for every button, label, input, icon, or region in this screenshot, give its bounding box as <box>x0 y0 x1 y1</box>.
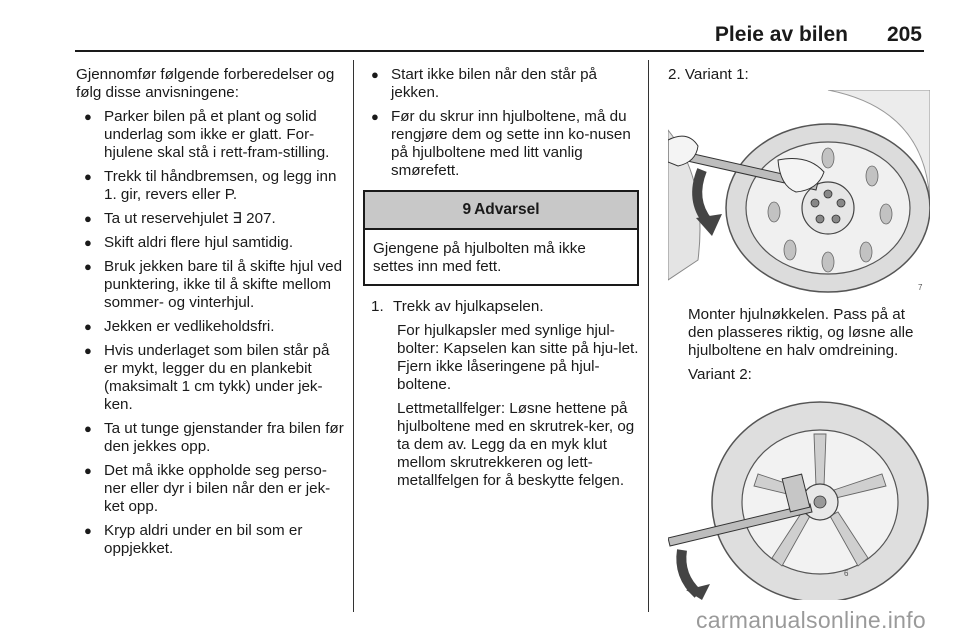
column-left <box>76 66 344 564</box>
list-item: ● Før du skrur inn hjulboltene, må du rengjøre dem og sette inn ko-nusen på hjulboltene med litt vanlig smørefett. <box>371 108 631 179</box>
warning-box <box>363 190 639 286</box>
column-divider-2 <box>648 60 649 612</box>
page-number: 205 <box>886 23 922 46</box>
step-paragraph: Lettmetallfelger: Løsne hettene på hjulboltene med en skrutrek-ker, og ta dem av. Legg da en myk klut mellom skrutrekkeren og lett-metallfelgen for å beskytte felgen. <box>397 400 635 489</box>
list-item <box>76 210 344 228</box>
bullet-icon: ● <box>371 109 379 124</box>
bullet-icon: ● <box>84 319 92 334</box>
bullet-icon: ● <box>84 343 92 358</box>
bullet-icon: ● <box>84 211 92 226</box>
variant-2-label: Variant 2: <box>688 366 752 383</box>
intro-text: Gjennomfør følgende forberedelser og følg disse anvisningene: <box>76 66 335 101</box>
wheel-wrench-figure-variant-2 <box>668 390 930 600</box>
step-1 <box>363 298 639 490</box>
bullet-icon: ● <box>84 523 92 538</box>
bullet-icon: ● <box>84 259 92 274</box>
step-title: Trekk av hjulkapselen. <box>393 298 544 315</box>
list-item: ● Trekk til håndbremsen, og legg inn 1. gir, revers eller P. <box>84 168 337 203</box>
step-2-label: 2. Variant 1: <box>668 66 749 83</box>
figure-number: 6 <box>844 569 849 578</box>
caution-list <box>363 66 639 180</box>
warning-triangle-icon: 9 <box>462 201 472 218</box>
bullet-icon: ● <box>84 421 92 436</box>
column-middle <box>363 66 639 490</box>
list-item: ● Start ikke bilen når den står på jekken. <box>371 66 597 101</box>
bullet-icon: ● <box>84 169 92 184</box>
wheel-wrench-figure-variant-1 <box>668 90 930 296</box>
list-item: ● Hvis underlaget som bilen står på er mykt, legger du en plankebit (maksimalt 1 cm tykk) under jek-ken. <box>84 342 330 413</box>
preparation-list <box>76 108 344 558</box>
list-item: ● Det må ikke oppholde seg perso-ner eller dyr i bilen når den er jek-ket opp. <box>84 462 331 515</box>
watermark: carmanualsonline.info <box>695 607 926 633</box>
warning-title: Advarsel <box>474 201 540 218</box>
bullet-icon: ● <box>84 109 92 124</box>
step-number: 1. <box>371 298 384 315</box>
figure-number: 7 <box>918 283 923 292</box>
list-item: ● Bruk jekken bare til å skifte hjul ved punktering, ikke til å skifte mellom sommer- og vinterhjul. <box>84 258 343 311</box>
warning-header <box>365 192 637 230</box>
bullet-icon: ● <box>84 463 92 478</box>
list-item: ● Kryp aldri under en bil som er oppjekket. <box>84 522 303 557</box>
warning-body: Gjengene på hjulbolten må ikke settes inn med fett. <box>373 240 586 275</box>
step-paragraph: For hjulkapsler med synlige hjul-bolter: Kapselen kan sitte på hju-let. Fjern ikke låseringene på hjul-boltene. <box>397 322 639 393</box>
list-item: ● Skift aldri flere hjul samtidig. <box>84 234 294 251</box>
step-2-text: Monter hjulnøkkelen. Pass på at den plasseres riktig, og løsne alle hjulboltene en halv omdreining. <box>688 306 914 359</box>
cross-reference-link[interactable]: Ta ut reservehjulet ∃ 207. <box>104 210 276 227</box>
list-item: ● Ta ut tunge gjenstander fra bilen før den jekkes opp. <box>84 420 344 455</box>
column-right <box>668 66 930 610</box>
bullet-icon: ● <box>84 235 92 250</box>
page-title: Pleie av bilen <box>714 23 848 46</box>
list-item: ● Jekken er vedlikeholdsfri. <box>84 318 275 335</box>
column-divider-1 <box>353 60 354 612</box>
page-header <box>0 0 960 52</box>
header-rule <box>75 50 924 52</box>
list-item: ● Parker bilen på et plant og solid underlag som ikke er glatt. For-hjulene skal stå i rett-fram-stilling. <box>84 108 330 161</box>
bullet-icon: ● <box>371 67 379 82</box>
